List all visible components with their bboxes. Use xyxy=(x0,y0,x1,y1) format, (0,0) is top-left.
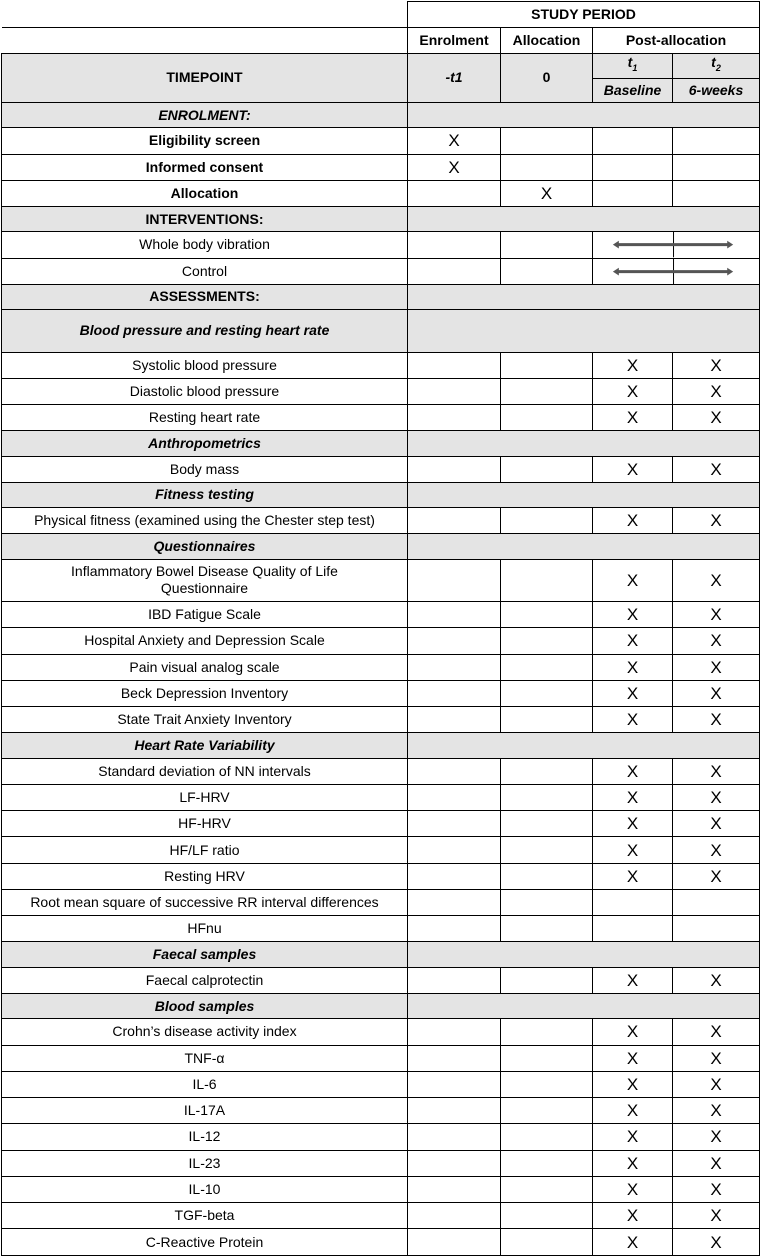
table-row xyxy=(2,405,760,431)
mark-x: X xyxy=(673,758,760,784)
section-questionnaires: Questionnaires xyxy=(2,534,408,559)
row-label: IBD Fatigue Scale xyxy=(2,602,408,628)
double-arrow-icon xyxy=(593,232,759,257)
mark-x: X xyxy=(673,707,760,733)
table-row xyxy=(2,180,760,206)
row-label: IL-12 xyxy=(2,1124,408,1150)
section-fitness: Fitness testing xyxy=(2,482,408,507)
allocation-header: Allocation xyxy=(501,28,593,53)
section-row xyxy=(2,733,760,758)
table-row xyxy=(2,352,760,378)
mark-x: X xyxy=(593,405,673,431)
mark-x: X xyxy=(673,456,760,482)
mark-x: X xyxy=(593,680,673,706)
mark-x: X xyxy=(593,784,673,810)
section-blood-pressure: Blood pressure and resting heart rate xyxy=(2,310,408,352)
spirit-schedule-table xyxy=(1,1,760,1256)
post-allocation-header: Post-allocation xyxy=(593,28,760,53)
section-row xyxy=(2,534,760,559)
mark-x: X xyxy=(673,1124,760,1150)
row-label: HFnu xyxy=(2,916,408,942)
row-label: Control xyxy=(2,258,408,284)
row-label: HF-HRV xyxy=(2,811,408,837)
double-arrow-icon xyxy=(593,259,759,284)
mark-x: X xyxy=(673,1045,760,1071)
table-row xyxy=(2,128,760,154)
section-row xyxy=(2,994,760,1019)
section-fill xyxy=(408,994,760,1019)
table-row xyxy=(2,680,760,706)
row-label: Body mass xyxy=(2,456,408,482)
mark-x: X xyxy=(673,405,760,431)
row-label: Resting heart rate xyxy=(2,405,408,431)
mark-x: X xyxy=(673,784,760,810)
six-weeks-header: 6-weeks xyxy=(673,78,760,102)
row-label: Allocation xyxy=(2,180,408,206)
mark-x: X xyxy=(673,1150,760,1176)
mark-x: X xyxy=(593,967,673,993)
table-row xyxy=(2,916,760,942)
section-assessments: ASSESSMENTS: xyxy=(2,284,408,309)
row-label: Beck Depression Inventory xyxy=(2,680,408,706)
row-label: Eligibility screen xyxy=(2,128,408,154)
mark-x: X xyxy=(408,154,501,180)
enrolment-header: Enrolment xyxy=(408,28,501,53)
mark-x: X xyxy=(593,654,673,680)
mark-x: X xyxy=(673,967,760,993)
mark-x: X xyxy=(593,837,673,863)
table-row xyxy=(2,1045,760,1071)
mark-x: X xyxy=(673,811,760,837)
t2-subscript: 2 xyxy=(715,63,721,74)
row-label: Crohn’s disease activity index xyxy=(2,1019,408,1045)
mark-x: X xyxy=(593,456,673,482)
row-label: Whole body vibration xyxy=(2,232,408,258)
mark-x: X xyxy=(673,654,760,680)
section-fill xyxy=(408,733,760,758)
timepoint-t1 xyxy=(593,53,673,78)
table-row xyxy=(2,1098,760,1124)
table-row xyxy=(2,559,760,601)
timepoint-header: TIMEPOINT xyxy=(2,53,408,103)
section-hrv: Heart Rate Variability xyxy=(2,733,408,758)
timepoint-enrolment: -t1 xyxy=(408,53,501,103)
table-row xyxy=(2,154,760,180)
row-label: C-Reactive Protein xyxy=(2,1229,408,1256)
table-row xyxy=(2,628,760,654)
row-label: Standard deviation of NN intervals xyxy=(2,758,408,784)
t1-subscript: 1 xyxy=(632,63,638,74)
row-label: Inflammatory Bowel Disease Quality of Life Questionnaire xyxy=(2,559,408,601)
mark-x: X xyxy=(593,1098,673,1124)
row-label: LF-HRV xyxy=(2,784,408,810)
mark-x: X xyxy=(673,1071,760,1097)
row-label: Informed consent xyxy=(2,154,408,180)
section-blood: Blood samples xyxy=(2,994,408,1019)
mark-x: X xyxy=(593,378,673,404)
row-label: HF/LF ratio xyxy=(2,837,408,863)
row-label: Systolic blood pressure xyxy=(2,352,408,378)
row-label: State Trait Anxiety Inventory xyxy=(2,707,408,733)
mark-x: X xyxy=(593,559,673,601)
mark-x: X xyxy=(673,508,760,534)
table-row xyxy=(2,508,760,534)
table-row xyxy=(2,1071,760,1097)
mark-x: X xyxy=(593,863,673,889)
section-fill xyxy=(408,284,760,309)
header-blank xyxy=(2,28,408,53)
section-fill xyxy=(408,310,760,352)
table-row xyxy=(2,811,760,837)
table-row xyxy=(2,258,760,284)
table-row xyxy=(2,1203,760,1229)
section-row xyxy=(2,942,760,967)
table-row xyxy=(2,602,760,628)
mark-x: X xyxy=(673,1019,760,1045)
baseline-header: Baseline xyxy=(593,78,673,102)
row-label: IL-17A xyxy=(2,1098,408,1124)
row-label: Root mean square of successive RR interval differences xyxy=(2,889,408,915)
mark-x: X xyxy=(673,1203,760,1229)
row-label: IL-6 xyxy=(2,1071,408,1097)
mark-x: X xyxy=(593,758,673,784)
control-arrow xyxy=(593,258,760,284)
table-row xyxy=(2,456,760,482)
mark-x: X xyxy=(673,863,760,889)
table-row xyxy=(2,889,760,915)
mark-x: X xyxy=(593,1229,673,1256)
intervention-arrow xyxy=(593,232,760,258)
mark-x: X xyxy=(593,707,673,733)
mark-x: X xyxy=(593,1203,673,1229)
section-interventions: INTERVENTIONS: xyxy=(2,207,408,232)
mark-x: X xyxy=(673,628,760,654)
row-label: Diastolic blood pressure xyxy=(2,378,408,404)
header-blank xyxy=(2,2,408,28)
table-row xyxy=(2,378,760,404)
row-label: IL-10 xyxy=(2,1176,408,1202)
table-row xyxy=(2,1229,760,1256)
table-row xyxy=(2,758,760,784)
section-fill xyxy=(408,534,760,559)
row-label: Hospital Anxiety and Depression Scale xyxy=(2,628,408,654)
row-label: Resting HRV xyxy=(2,863,408,889)
t2-label: t xyxy=(711,54,716,71)
table-row xyxy=(2,654,760,680)
mark-x: X xyxy=(673,1176,760,1202)
section-anthropometrics: Anthropometrics xyxy=(2,431,408,456)
t1-label: t xyxy=(627,54,633,71)
mark-x: X xyxy=(593,508,673,534)
header-row-timepoint-top xyxy=(2,53,760,78)
mark-x: X xyxy=(673,837,760,863)
section-fill xyxy=(408,103,760,128)
table-row xyxy=(2,863,760,889)
mark-x: X xyxy=(673,378,760,404)
mark-x: X xyxy=(593,1124,673,1150)
row-label: Faecal calprotectin xyxy=(2,967,408,993)
section-row xyxy=(2,284,760,309)
section-fill xyxy=(408,431,760,456)
table-row xyxy=(2,967,760,993)
mark-x: X xyxy=(673,352,760,378)
table-row xyxy=(2,1176,760,1202)
mark-x: X xyxy=(673,1229,760,1256)
mark-x: X xyxy=(673,559,760,601)
table-row xyxy=(2,1019,760,1045)
mark-x: X xyxy=(593,602,673,628)
mark-x: X xyxy=(593,1071,673,1097)
table-row xyxy=(2,1124,760,1150)
table-row xyxy=(2,232,760,258)
header-row-phases xyxy=(2,28,760,53)
row-label: Pain visual analog scale xyxy=(2,654,408,680)
mark-x: X xyxy=(593,1150,673,1176)
timepoint-t2 xyxy=(673,53,760,78)
mark-x: X xyxy=(593,352,673,378)
table-row xyxy=(2,1150,760,1176)
mark-x: X xyxy=(673,680,760,706)
section-row xyxy=(2,310,760,352)
mark-x: X xyxy=(593,811,673,837)
section-enrolment: ENROLMENT: xyxy=(2,103,408,128)
row-label: IL-23 xyxy=(2,1150,408,1176)
section-fill xyxy=(408,942,760,967)
section-row xyxy=(2,207,760,232)
mark-x: X xyxy=(673,602,760,628)
mark-x: X xyxy=(501,180,593,206)
timepoint-allocation: 0 xyxy=(501,53,593,103)
table-row xyxy=(2,707,760,733)
mark-x: X xyxy=(593,1176,673,1202)
mark-x: X xyxy=(593,628,673,654)
study-period-header: STUDY PERIOD xyxy=(408,2,760,28)
section-row xyxy=(2,103,760,128)
row-label: TNF-α xyxy=(2,1045,408,1071)
section-fill xyxy=(408,482,760,507)
row-label: TGF-beta xyxy=(2,1203,408,1229)
section-fill xyxy=(408,207,760,232)
section-row xyxy=(2,431,760,456)
mark-x: X xyxy=(408,128,501,154)
mark-x: X xyxy=(673,1098,760,1124)
mark-x: X xyxy=(593,1045,673,1071)
table-row xyxy=(2,784,760,810)
section-faecal: Faecal samples xyxy=(2,942,408,967)
section-row xyxy=(2,482,760,507)
row-label: Physical fitness (examined using the Chester step test) xyxy=(2,508,408,534)
header-row-study-period xyxy=(2,2,760,28)
table-row xyxy=(2,837,760,863)
mark-x: X xyxy=(593,1019,673,1045)
